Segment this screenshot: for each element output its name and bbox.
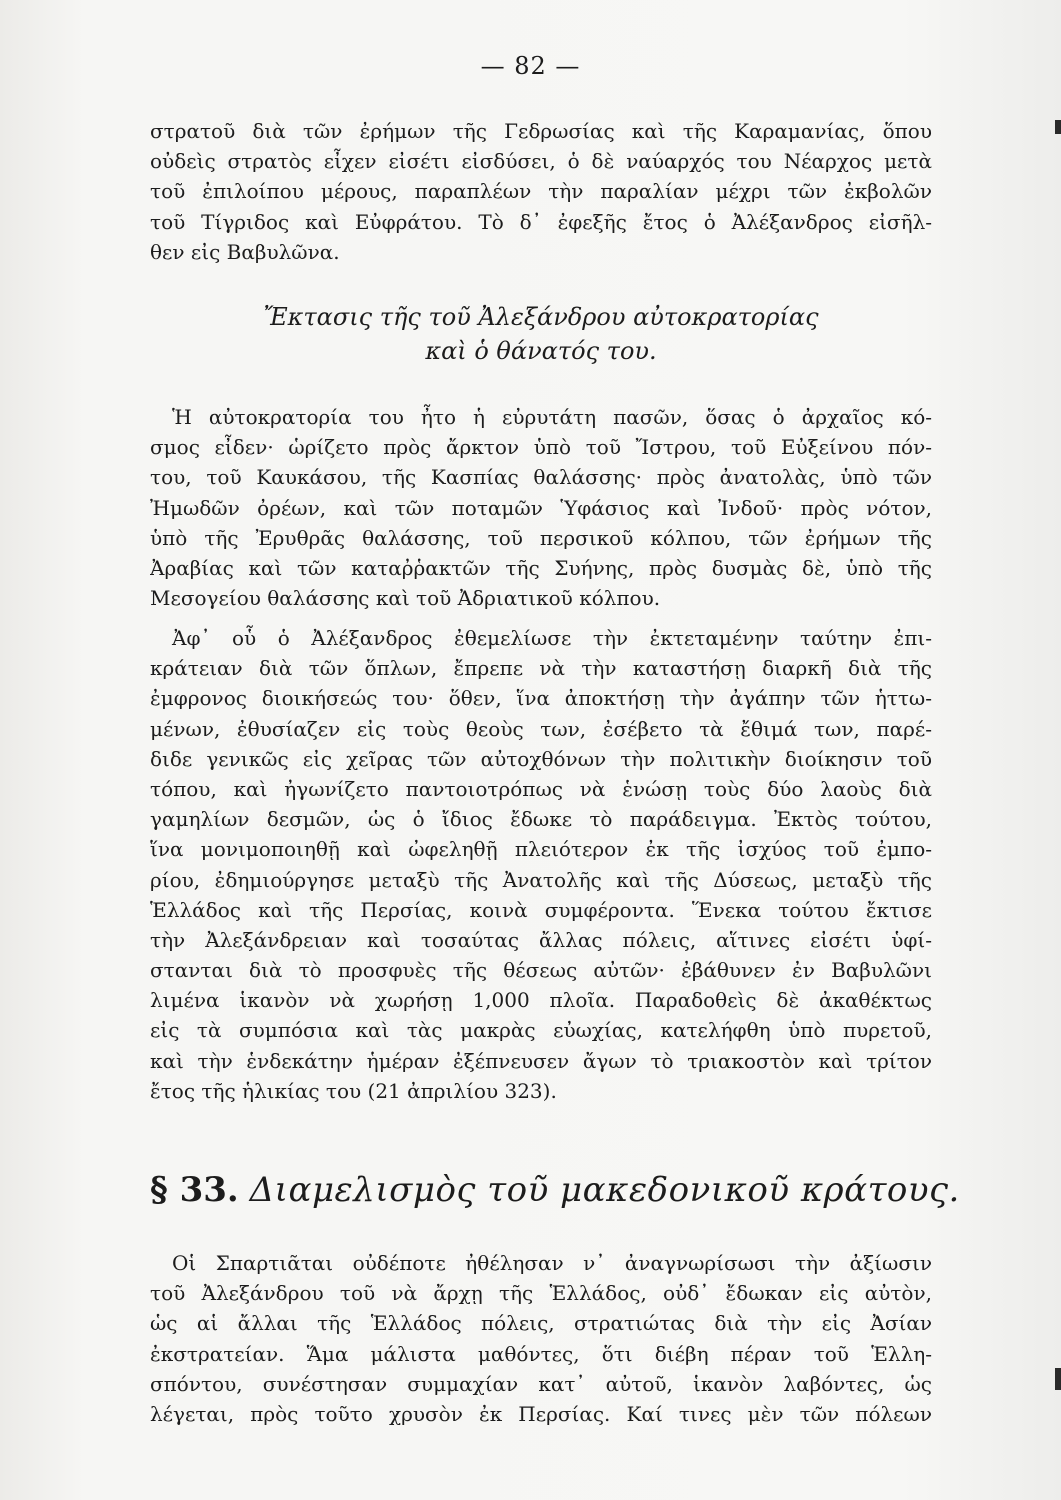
section-number: § 33. — [150, 1170, 239, 1210]
text-line: στανται διὰ τὸ προσφυὲς τῆς θέσεως αὐτῶν· ἐβάθυνεν ἐν Βαβυλῶνι — [150, 958, 932, 983]
text-line: του, τοῦ Καυκάσου, τῆς Κασπίας θαλάσσης· πρὸς ἀνατολὰς, ὑπὸ τῶν — [150, 465, 932, 490]
paragraph-empire-extent — [150, 402, 932, 613]
text-line: τοῦ Ἀλεξάνδρου τοῦ νὰ ἄρχῃ τῆς Ἑλλάδος, οὐδ᾽ ἔδωκαν εἰς αὐτὸν, — [150, 1281, 932, 1306]
text-line: ρίου, ἐδημιούργησε μεταξὺ τῆς Ἀνατολῆς καὶ τῆς Δύσεως, μεταξὺ τῆς — [150, 867, 932, 892]
page-number: — 82 — — [480, 52, 581, 80]
text-line: ἔτος τῆς ἡλικίας του (21 ἀπριλίου 323). — [150, 1078, 557, 1103]
text-line: λέγεται, πρὸς τοῦτο χρυσὸν ἐκ Περσίας. Καί τινες μὲν τῶν πόλεων — [150, 1401, 932, 1426]
text-line: σπόντου, συνέστησαν συμμαχίαν κατ᾽ αὐτοῦ, ἱκανὸν λαβόντες, ὡς — [150, 1371, 932, 1396]
text-line: εἰς τὰ συμπόσια καὶ τὰς μακρὰς εὐωχίας, κατελήφθη ὑπὸ πυρετοῦ, — [150, 1018, 932, 1043]
text-line: κράτειαν διὰ τῶν ὅπλων, ἔπρεπε νὰ τὴν καταστήσῃ διαρκῆ διὰ τῆς — [150, 656, 932, 681]
text-line: τοῦ Τίγριδος καὶ Εὐφράτου. Τὸ δ᾽ ἐφεξῆς ἔτος ὁ Ἀλέξανδρος εἰσῆλ- — [150, 209, 932, 234]
paragraph-continuation — [150, 116, 932, 267]
text-line: Ἡ αὐτοκρατορία του ἦτο ἡ εὐρυτάτη πασῶν, ὅσας ὁ ἀρχαῖος κό- — [172, 405, 932, 429]
text-line: λιμένα ἱκανὸν νὰ χωρήσῃ 1,000 πλοῖα. Παραδοθεὶς δὲ ἀκαθέκτως — [150, 988, 932, 1013]
text-line: σμος εἶδεν· ὡρίζετο πρὸς ἄρκτον ὑπὸ τοῦ Ἴστρου, τοῦ Εὐξείνου πόν- — [150, 435, 932, 460]
binding-edge-mark — [1055, 120, 1061, 134]
text-line: οὐδεὶς στρατὸς εἶχεν εἰσέτι εἰσδύσει, ὁ δὲ ναύαρχός του Νέαρχος μετὰ — [150, 149, 932, 174]
section-title: Διαμελισμὸς τοῦ μακεδονικοῦ κράτους. — [249, 1170, 960, 1210]
paragraph-spartans — [150, 1248, 932, 1429]
text-line: στρατοῦ διὰ τῶν ἐρήμων τῆς Γεδρωσίας καὶ τῆς Καραμανίας, ὅπου — [150, 119, 932, 143]
text-line: διδε γενικῶς εἰς χεῖρας τῶν αὐτοχθόνων τὴν πολιτικὴν διοίκησιν τοῦ — [150, 746, 932, 771]
section-heading — [150, 1168, 960, 1212]
text-line: ἐμφρονος διοικήσεώς του· ὅθεν, ἵνα ἀποκτήσῃ τὴν ἀγάπην τῶν ἡττω- — [150, 686, 932, 711]
text-line: τόπου, καὶ ἠγωνίζετο παντοιοτρόπως νὰ ἑνώσῃ τοὺς δύο λαοὺς διὰ — [150, 776, 932, 801]
text-line: τὴν Ἀλεξάνδρειαν καὶ τοσαύτας ἄλλας πόλεις, αἵτινες εἰσέτι ὑφί- — [150, 927, 932, 952]
paragraph-administration — [150, 623, 932, 1106]
subheading-line: Ἔκτασις τῆς τοῦ Ἀλεξάνδρου αὐτοκρατορίας — [263, 303, 819, 331]
text-line: Οἱ Σπαρτιᾶται οὐδέποτε ἠθέλησαν ν᾽ ἀναγνωρίσωσι τὴν ἀξίωσιν — [172, 1251, 932, 1275]
text-line: Ἑλλάδος καὶ τῆς Περσίας, κοινὰ συμφέροντα. Ἕνεκα τούτου ἔκτισε — [150, 897, 932, 922]
subheading-line: καὶ ὁ θάνατός του. — [425, 337, 657, 365]
subheading — [150, 300, 932, 368]
binding-edge-mark — [1055, 1368, 1061, 1390]
text-line: τοῦ ἐπιλοίπου μέρους, παραπλέων τὴν παραλίαν μέχρι τῶν ἐκβολῶν — [150, 179, 932, 204]
text-line: Ἀραβίας καὶ τῶν καταῤῥακτῶν τῆς Συήνης, πρὸς δυσμὰς δὲ, ὑπὸ τῆς — [150, 555, 932, 580]
text-line: Ἀφ᾽ οὗ ὁ Ἀλέξανδρος ἐθεμελίωσε τὴν ἐκτεταμένην ταύτην ἐπι- — [172, 626, 932, 650]
text-line: θεν εἰς Βαβυλῶνα. — [150, 239, 340, 264]
text-line: ὡς αἱ ἄλλαι τῆς Ἑλλάδος πόλεις, στρατιώτας διὰ τὴν εἰς Ἀσίαν — [150, 1311, 932, 1336]
text-line: ὑπὸ τῆς Ἐρυθρᾶς θαλάσσης, τοῦ περσικοῦ κόλπου, τῶν ἐρήμων τῆς — [150, 525, 932, 550]
text-line: Μεσογείου θαλάσσης καὶ τοῦ Ἀδριατικοῦ κόλπου. — [150, 586, 661, 611]
text-line: γαμηλίων δεσμῶν, ὡς ὁ ἴδιος ἔδωκε τὸ παράδειγμα. Ἐκτὸς τούτου, — [150, 807, 932, 832]
text-line: ἵνα μονιμοποιηθῇ καὶ ὠφεληθῇ πλειότερον ἐκ τῆς ἰσχύος τοῦ ἐμπο- — [150, 837, 932, 862]
text-line: Ἠμωδῶν ὀρέων, καὶ τῶν ποταμῶν Ὑφάσιος καὶ Ἰνδοῦ· πρὸς νότον, — [150, 495, 932, 520]
text-line: μένων, ἐθυσίαζεν εἰς τοὺς θεοὺς των, ἐσέβετο τὰ ἔθιμά των, παρέ- — [150, 716, 932, 741]
text-line: ἐκστρατείαν. Ἅμα μάλιστα μαθόντες, ὅτι διέβη πέραν τοῦ Ἑλλη- — [150, 1341, 932, 1366]
text-line: καὶ τὴν ἑνδεκάτην ἡμέραν ἐξέπνευσεν ἄγων τὸ τριακοστὸν καὶ τρίτον — [150, 1048, 932, 1073]
